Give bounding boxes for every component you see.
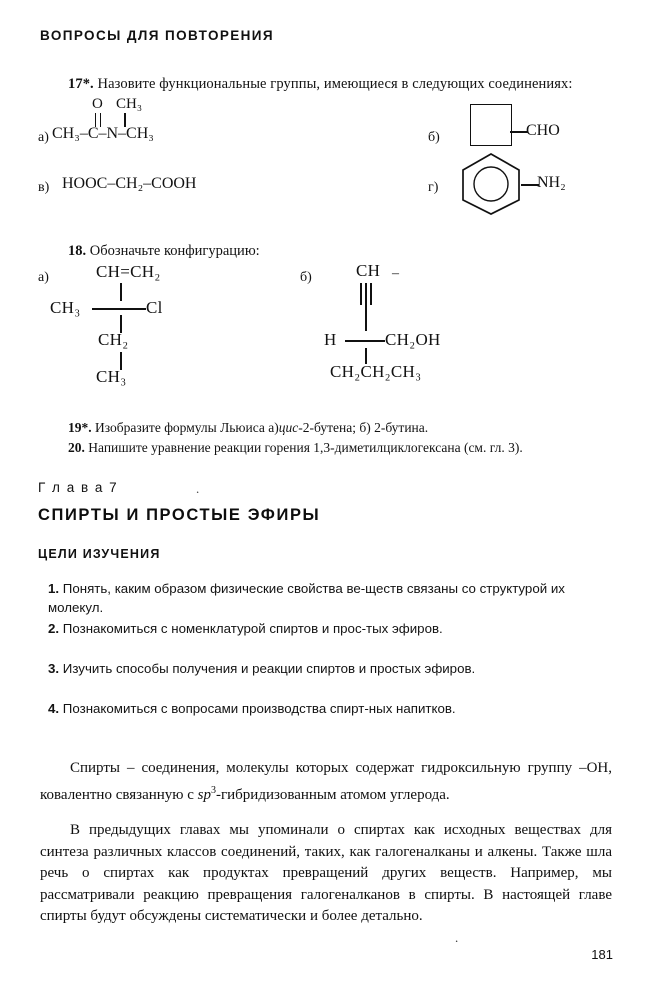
item-label-b-17: б) (428, 130, 440, 145)
question-20-body: Напишите уравнение реакции горения 1,3-диметилциклогексана (см. гл. 3). (88, 440, 523, 455)
question-19-before: Изобразите формулы Льюиса а) (95, 420, 279, 435)
structure-18b-triple-bond-1 (360, 283, 362, 305)
structure-18b-bottom: CH₂CH₂CH₃ (330, 362, 422, 381)
question-17-number: 17*. (68, 76, 94, 92)
structure-17a-chain (52, 125, 154, 143)
body-paragraph-1 (40, 758, 612, 806)
body-paragraph-2: В предыдущих главах мы упоминали о спиртах как исходных веществах для синтеза различных классов соединений, таких, как галогеналканы и алкены. Также шла речь о спиртах как продуктах превращений других веществ. Например, мы рассматривали реакцию превращения галогеналканов в спирты. В настоящей главе спирты будут обсуждены систематически и более детально. (40, 822, 612, 924)
structure-18a-top: CH=CH₂ (96, 262, 161, 281)
item-label-v-17: в) (38, 180, 50, 195)
structure-18b-bond-center (365, 305, 367, 331)
goals-heading: ЦЕЛИ ИЗУЧЕНИЯ (38, 547, 161, 561)
goal-4-number: 4. (48, 701, 60, 716)
structure-18b-top-dash: – (392, 266, 399, 281)
structure-17a-dash1: – (79, 125, 88, 142)
question-19-after: -2-бутена; б) 2-бутина. (298, 420, 429, 435)
goal-item-4 (48, 700, 608, 719)
structure-17a-dash3: – (118, 125, 127, 142)
goal-3-number: 3. (48, 661, 60, 676)
item-label-g-17: г) (428, 180, 439, 195)
structure-18b-top: CH (356, 261, 381, 280)
structure-18b-right: CH₂OH (385, 330, 441, 349)
page-number: 181 (591, 947, 613, 962)
structure-17a-nitrogen: N (106, 125, 119, 142)
goal-2-number: 2. (48, 621, 60, 636)
structure-17v-chain (62, 175, 196, 193)
review-questions-heading: ВОПРОСЫ ДЛЯ ПОВТОРЕНИЯ (40, 28, 275, 43)
structure-17a-methyl-top: CH₃ (116, 96, 143, 112)
structure-18b-triple-bond-3 (370, 283, 372, 305)
chapter-label: Г л а в а 7 (38, 480, 119, 495)
structure-17a-left-methyl: CH₃ (52, 125, 80, 142)
structure-18b-bond-ch2oh (365, 340, 385, 342)
question-19-text (68, 420, 428, 436)
structure-18b-bond-h (345, 340, 367, 342)
question-20-number: 20. (68, 440, 85, 455)
structure-17a-carbon: C (87, 125, 99, 142)
structure-17a-oxygen: O (92, 96, 103, 112)
item-label-a-18: а) (38, 270, 49, 285)
structure-18a-bond-top (120, 283, 122, 301)
question-18-text (68, 243, 260, 260)
question-17-body: Назовите функциональные группы, имеющиеся в следующих соединениях: (97, 76, 573, 92)
goal-item-2 (48, 620, 608, 639)
question-19-italic: цис (278, 420, 299, 435)
structure-18a-bond-left (92, 308, 120, 310)
structure-17a-right-methyl: CH₃ (126, 125, 154, 142)
benzene-ring-svg (460, 152, 522, 216)
question-17-text (68, 76, 573, 93)
structure-18a-right: Cl (146, 298, 163, 317)
body-paragraph-1-superscript: 3 (211, 784, 216, 796)
structure-18a-mid: CH₂ (98, 330, 129, 349)
goal-item-1 (48, 580, 608, 617)
chapter-stray-dot: . (196, 481, 200, 496)
goal-4-text: Познакомиться с вопросами производства спирт-ных напитков. (62, 701, 456, 716)
structure-18b-hydrogen: H (324, 330, 337, 349)
aldehyde-group-label: CHO (526, 122, 560, 139)
structure-17a-dash2: – (98, 125, 107, 142)
question-20-text (68, 440, 523, 456)
amine-label-text: NH₂ (537, 174, 566, 191)
structure-17v-text: HOOC–CH₂–COOH (62, 175, 197, 192)
chapter-title: СПИРТЫ И ПРОСТЫЕ ЭФИРЫ (38, 506, 321, 524)
question-18-body: Обозначьте конфигурацию: (89, 243, 260, 259)
question-18-number: 18. (68, 243, 87, 259)
structure-18a-left: CH₃ (50, 298, 81, 317)
item-label-a-17: а) (38, 130, 49, 145)
body-paragraph-1-italic: sp (197, 786, 211, 803)
benzene-ring (460, 152, 522, 216)
goal-1-number: 1. (48, 581, 60, 596)
structure-18a-bottom: CH₃ (96, 367, 127, 386)
goal-item-3 (48, 660, 608, 679)
goal-2-text: Познакомиться с номенклатурой спиртов и прос-тых эфиров. (62, 621, 443, 636)
cyclobutane-ring (470, 104, 512, 146)
body-paragraph-1-b: -гибридизованным атомом углерода. (216, 786, 450, 803)
body-paragraph-1-a: Спирты – соединения, молекулы которых содержат гидроксильную группу –OH, ковалентно связанную с (40, 760, 612, 803)
goal-3-text: Изучить способы получения и реакции спиртов и простых эфиров. (62, 661, 476, 676)
structure-18a-bond-right (120, 308, 146, 310)
item-label-b-18: б) (300, 270, 312, 285)
amine-group-label (537, 174, 566, 192)
footer-stray-mark: . (455, 930, 459, 945)
question-19-number: 19*. (68, 420, 92, 435)
structure-18b-triple-bond-2 (365, 283, 367, 305)
goal-1-text: Понять, каким образом физические свойства ве-ществ связаны со структурой их молекул. (48, 581, 565, 615)
